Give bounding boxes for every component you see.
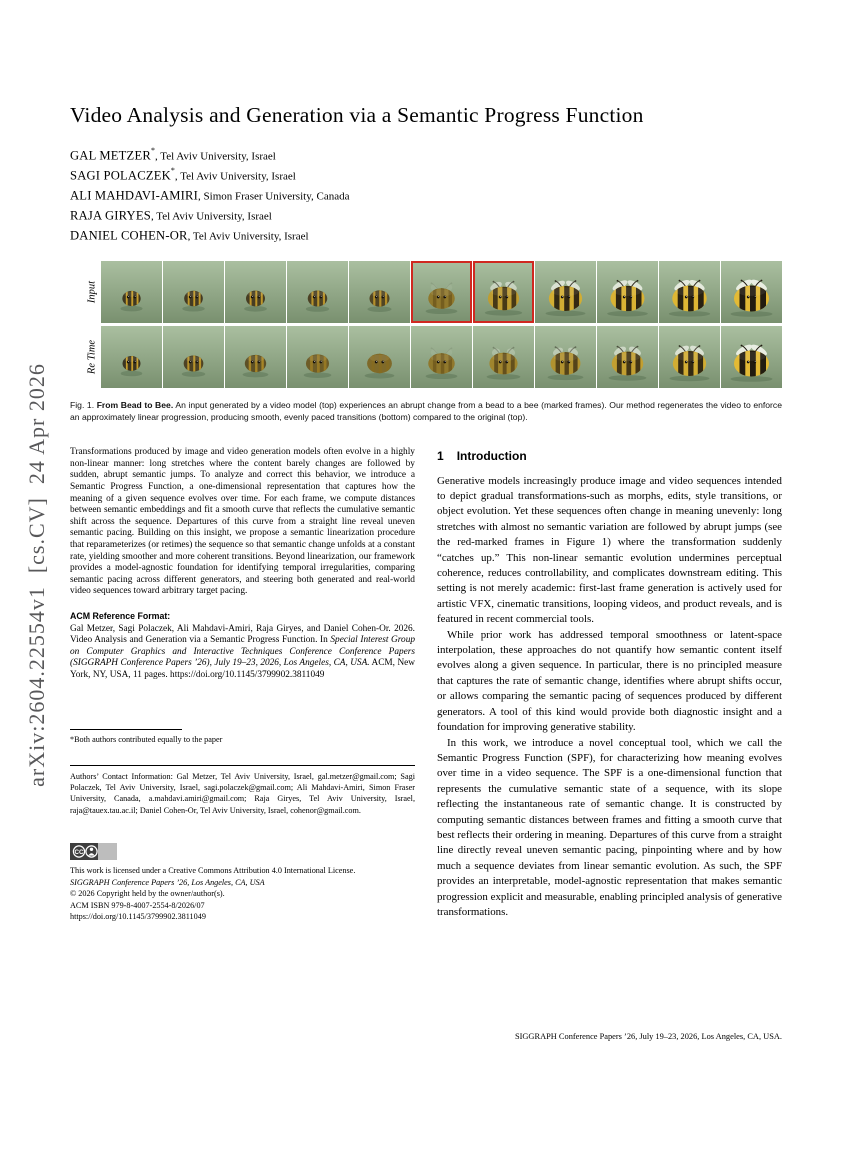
paper-title: Video Analysis and Generation via a Semantic Progress Function: [70, 103, 644, 127]
figure-caption-title: From Bead to Bee.: [96, 400, 174, 410]
video-frame: [597, 326, 658, 388]
acm-reference-part2: ACM, New York, NY, USA, 11 pages.: [70, 658, 415, 680]
figure-caption-text: An input generated by a video model (top) experiences an abrupt change from a bead to a bee (marked frames). Our method regenerates the video to enforce an approximately linear progression, producing smooth, evenly paced transitions (bottom) compared to the original (top).: [70, 400, 782, 422]
license-doi-link[interactable]: https://doi.org/10.1145/3799902.3811049: [70, 911, 206, 921]
author-list: [70, 141, 782, 241]
video-frame: [287, 261, 348, 323]
license-statement: This work is licensed under a Creative Commons Attribution 4.0 International License.: [70, 866, 356, 876]
acm-reference-part1: Gal Metzer, Sagi Polaczek, Ali Mahdavi-Amiri, Raja Giryes, and Daniel Cohen-Or. 2026. Video Analysis and Generation via a Semantic Progress Function. In: [70, 623, 415, 646]
video-frame: [101, 261, 162, 323]
figure-row-label-input: Input: [86, 280, 98, 304]
acm-reference-text: [70, 624, 415, 682]
intro-paragraph-3: In this work, we introduce a novel conceptual tool, which we call the Semantic Progress Function (SPF), for characterizing how meaning evolves over time in a video sequence. The SPF is a one-dimensional function that represents the cumulative semantic state of a sequence, with its slope reflecting the instantaneous rate of semantic change. It is constructed by computing semantic distances between frames and fitting a smooth curve that best reflects their ordering in meaning. Departures of this curve from a straight line directly reveal uneven semantic pacing, pinpointing where and by how much a sequence deviates from linear semantic evolution. As such, the SPF provides an interpretable, model-agnostic representation that makes semantic progression explicit and measurable, enabling principled analysis of generative transformations.: [437, 736, 782, 918]
license-venue: SIGGRAPH Conference Papers ’26, Los Angeles, CA, USA: [70, 877, 265, 887]
footnote-rule: [70, 729, 182, 730]
figure-row-labels: [83, 261, 101, 388]
authors-contact-information: Authors’ Contact Information: Gal Metzer, Tel Aviv University, Israel, gal.metzer@gmail.com; Sagi Polaczek, Tel Aviv University, Israel, sagi.polaczek@gmail.com; Ali Mahdavi-Amiri, Simon Fraser University, Canada, a.mahdavi.amiri@gmail.com; Raja Giryes, Tel Aviv University, Israel, raja@tauex.tau.ac.il; Daniel Cohen-Or, Tel Aviv University, Israel, cohenor@gmail.com.: [70, 771, 415, 815]
section-number: 1: [437, 449, 444, 464]
author-name: GAL METZER: [70, 148, 151, 163]
video-frame: [473, 326, 534, 388]
author-line: [70, 181, 782, 201]
section-heading-introduction: [437, 449, 782, 464]
author-affiliation: , Tel Aviv University, Israel: [150, 210, 272, 223]
cc-by-badge-icon[interactable]: [70, 843, 117, 860]
video-frame: [411, 326, 472, 388]
left-column: [70, 447, 415, 922]
video-frame: [659, 326, 720, 388]
contact-info-rule: [70, 765, 415, 766]
figure-frame-grid: [101, 261, 782, 388]
abstract-text: Transformations produced by image and video generation models often evolve in a highly non-linear manner: long stretches where the content barely changes are followed by sudden, abrupt semantic jumps. To analyze and correct this behavior, we introduce a Semantic Progress Function, a one-dimensional representation that captures how the meaning of a given sequence evolves over time. For each frame, we compute distances between semantic embeddings and fit a smooth curve that reflects the cumulative semantic shift across the sequence. Departures of this curve from a straight line reveal uneven semantic pacing. Building on this insight, we propose a semantic linearization procedure that reparameterizes (or retimes) the sequence so that semantic change unfolds at a constant rate, yielding smoother and more coherent transitions. Beyond linearization, our framework provides a model-agnostic foundation for identifying temporal irregularities, comparing semantic pacing across different generators, and steering both generated and real-world video sequences toward arbitrary target pacing.: [70, 447, 415, 597]
video-frame: [225, 261, 286, 323]
section-title: Introduction: [456, 449, 527, 464]
video-frame: [349, 261, 410, 323]
intro-paragraph-2: While prior work has addressed temporal smoothness or latent-space interpolation, these approaches do not quantify how semantic content itself evolves along a given sequence. In particular, there is no principled measure that captures the rate of semantic change, identifies where abrupt shifts occur, or allows comparing the semantic pacing of sequences produced by different generators. A tool of this kind would provide both diagnostic insight and a foundation for improving generative stability.: [437, 628, 782, 734]
page-footer-conference-info: SIGGRAPH Conference Papers ’26, July 19–23, 2026, Los Angeles, CA, USA.: [514, 1032, 782, 1041]
figure-row-retime: [101, 326, 782, 388]
two-column-body: [70, 447, 782, 922]
author-line: [70, 141, 782, 161]
license-copyright: © 2026 Copyright held by the owner/author(s).: [70, 889, 225, 899]
doi-link[interactable]: https://doi.org/10.1145/3799902.3811049: [170, 669, 325, 680]
figure-1: [83, 261, 782, 388]
intro-paragraph-1: Generative models increasingly produce image and video sequences intended to depict gradual transformations-such as morphs, edits, style transitions, or object evolution. Yet these sequences often change in meaning unevenly: long stretches with almost no semantic variation are followed by abrupt jumps (see the red-marked frames in Figure 1) where the transformation suddenly “catches up.” This non-linear semantic evolution undermines perceptual coherence, reduces controllability, and complicates downstream editing. This setting is not merely academic: first-last frame generation is actively used for artistic VFX, cinematic transitions, looping videos, and product reveals, and is featured in recent commercial tools.: [437, 474, 782, 626]
figure-row-input: [101, 261, 782, 323]
acm-reference-venue: Special Interest Group on Computer Graphics and Interactive Techniques Conference Conference Papers (SIGGRAPH Conference Papers ’26), July 19–23, 2026, Los Angeles, CA, USA.: [70, 635, 415, 669]
video-frame: [659, 261, 720, 323]
arxiv-stamp: arXiv:2604.22554v1 [cs.CV] 24 Apr 2026: [24, 363, 49, 787]
video-frame: [349, 326, 410, 388]
paper-content: [70, 0, 782, 922]
video-frame: [721, 261, 782, 323]
author-affiliation: , Simon Fraser University, Canada: [198, 190, 350, 203]
author-name: DANIEL COHEN-OR: [70, 228, 188, 243]
video-frame: [225, 326, 286, 388]
video-frame: [473, 261, 534, 323]
figure-row-label-retime: Re Time: [86, 339, 98, 375]
video-frame: [721, 326, 782, 388]
right-column: [437, 447, 782, 920]
footnote-text: *Both authors contributed equally to the paper: [70, 735, 223, 745]
svg-text:CC: CC: [74, 849, 84, 857]
author-affiliation: , Tel Aviv University, Israel: [174, 170, 296, 183]
license-isbn: ACM ISBN 979-8-4007-2554-8/2026/07: [70, 900, 205, 910]
video-frame: [535, 261, 596, 323]
author-line: [70, 221, 782, 241]
video-frame: [163, 326, 224, 388]
figure-caption: [70, 400, 782, 423]
figure-caption-label: Fig. 1.: [70, 400, 95, 410]
author-line: [70, 161, 782, 181]
video-frame: [535, 326, 596, 388]
author-line: [70, 201, 782, 221]
video-frame: [287, 326, 348, 388]
author-footnote-mark: *: [170, 166, 175, 175]
author-footnote-mark: *: [150, 146, 155, 155]
author-name: ALI MAHDAVI-AMIRI: [70, 188, 199, 203]
author-name: SAGI POLACZEK: [70, 168, 171, 183]
video-frame: [163, 261, 224, 323]
author-affiliation: , Tel Aviv University, Israel: [187, 230, 309, 243]
video-frame: [597, 261, 658, 323]
video-frame: [101, 326, 162, 388]
acm-reference-heading: ACM Reference Format:: [70, 610, 171, 621]
video-frame: [411, 261, 472, 323]
author-name: RAJA GIRYES: [70, 208, 151, 223]
author-affiliation: , Tel Aviv University, Israel: [154, 150, 276, 163]
